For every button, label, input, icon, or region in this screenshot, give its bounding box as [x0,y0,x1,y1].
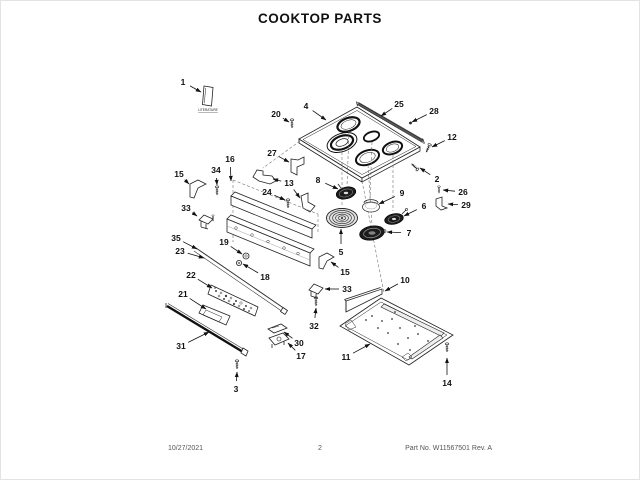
coil-element-5 [327,209,358,228]
callout-15 [331,262,350,277]
screw-14 [445,343,449,352]
screw-3 [235,360,239,369]
callout-33 [325,284,352,294]
callout-13 [273,178,300,198]
callout-20 [271,109,289,122]
callout-26 [443,187,468,197]
callout-3 [234,372,239,394]
callout-31 [176,332,209,351]
clip-30 [268,324,287,333]
callout-9 [379,188,405,204]
footer-date: 10/27/2021 [168,445,204,452]
svg-text:9: 9 [399,188,405,198]
base-pan-11 [340,298,453,365]
literature-card [198,86,218,112]
grommet-19 [243,253,249,259]
svg-text:16: 16 [225,154,235,164]
bracket-15-right [319,253,334,269]
svg-text:25: 25 [394,99,404,109]
svg-text:31: 31 [176,341,186,351]
clip-17 [269,333,289,348]
callout-32 [309,308,319,331]
callout-8 [316,175,338,189]
screw-28 [409,122,412,125]
board-bracket-21 [199,305,230,325]
callout-14 [442,358,452,388]
callout-22 [186,270,212,288]
svg-text:5: 5 [338,247,344,257]
literature-caption: LITERATURE [198,108,218,112]
svg-text:34: 34 [211,165,221,175]
svg-text:20: 20 [271,109,281,119]
callout-2 [420,168,440,184]
screw-32 [314,297,318,306]
svg-text:30: 30 [294,338,304,348]
svg-text:1: 1 [180,77,186,87]
screw-24 [286,199,290,208]
surface-element-6 [384,208,408,226]
callout-12 [432,132,457,147]
screw-12 [425,143,432,153]
svg-text:17: 17 [296,351,306,361]
callout-33 [181,203,197,216]
svg-text:33: 33 [181,203,191,213]
grommet-18 [236,260,241,265]
callout-18 [243,264,270,282]
screw-2 [410,162,419,171]
svg-text:26: 26 [458,187,468,197]
callout-11 [342,344,371,362]
callout-16 [225,154,235,181]
svg-text:32: 32 [309,321,319,331]
svg-text:19: 19 [219,237,229,247]
svg-text:29: 29 [461,200,471,210]
svg-text:11: 11 [341,352,351,362]
bracket-13-upper [253,170,276,184]
svg-text:22: 22 [186,270,196,280]
bracket-33-right [309,284,323,298]
cooktop-glass-top [299,107,420,182]
surface-element-7 [358,224,386,242]
svg-text:15: 15 [174,169,184,179]
svg-text:14: 14 [442,378,452,388]
svg-text:35: 35 [171,233,181,243]
bracket-15-left [190,180,206,198]
callout-10 [385,275,410,291]
callout-19 [219,237,242,254]
page-title: COOKTOP PARTS [257,11,383,26]
svg-text:6: 6 [421,201,427,211]
svg-text:21: 21 [178,289,188,299]
footer-page-number: 2 [318,445,322,452]
svg-text:13: 13 [284,178,294,188]
callout-29 [448,200,471,210]
callout-5 [339,229,344,257]
svg-text:33: 33 [342,284,352,294]
callout-1 [181,77,201,92]
bracket-33-left [199,215,213,229]
svg-text:23: 23 [175,246,185,256]
svg-text:7: 7 [406,228,412,238]
element-receptacle-9 [363,200,380,212]
callout-34 [211,165,221,185]
bracket-13-lower [301,193,315,212]
svg-text:3: 3 [233,384,239,394]
screw-20 [290,119,294,128]
callout-7 [387,228,412,238]
svg-text:24: 24 [262,187,272,197]
surface-element-8 [335,184,357,201]
callout-25 [381,99,404,116]
svg-text:10: 10 [400,275,410,285]
svg-text:4: 4 [303,101,309,111]
svg-text:28: 28 [429,106,439,116]
bracket-29 [436,197,447,210]
callout-15 [174,169,189,184]
svg-text:8: 8 [315,175,321,185]
svg-text:2: 2 [434,174,440,184]
svg-text:27: 27 [267,148,277,158]
svg-text:12: 12 [447,132,457,142]
bracket-27 [291,157,304,175]
footer-part-number: Part No. W11567501 Rev. A [405,445,492,452]
callout-23 [175,246,204,258]
svg-text:18: 18 [260,272,270,282]
screw-34 [215,186,219,195]
callout-4 [304,101,326,120]
svg-text:15: 15 [340,267,350,277]
callout-24 [262,187,285,200]
screw-26 [438,186,441,193]
callout-21 [178,289,206,309]
callout-28 [412,106,439,122]
callout-27 [267,148,289,162]
